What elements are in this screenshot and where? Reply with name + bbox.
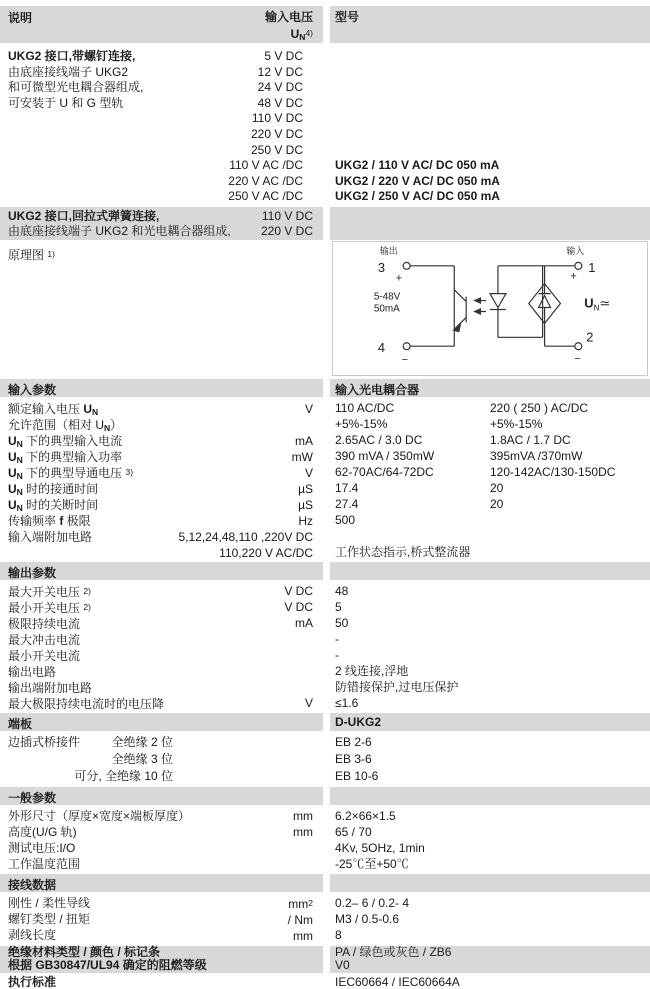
param-label: 刚性 / 柔性导线	[8, 895, 91, 910]
section-header-general	[0, 787, 650, 805]
input-voltage-list: 5 V DC 12 V DC 24 V DC 48 V DC 110 V DC 220 V DC 250 V DC 110 V AC /DC 220 V AC /DC 250 V AC /DC	[228, 49, 303, 204]
terminal-title: 端板	[8, 716, 33, 731]
param-value-1: 2 线连接,浮地	[335, 663, 409, 678]
param-row	[0, 695, 650, 711]
output-params-right-band	[330, 562, 650, 580]
param-value-1: 48	[335, 583, 349, 598]
param-row	[0, 734, 650, 751]
param-label: 极限持续电流	[8, 616, 81, 631]
param-value-1: -25℃至+50℃	[335, 856, 409, 871]
param-label: 高度(U/G 轨)	[8, 824, 77, 839]
param-value-2	[490, 512, 650, 528]
schematic-region	[0, 240, 650, 378]
param-value-1: 6.2×66×1.5	[335, 808, 396, 823]
param-label: 剥线长度	[8, 927, 57, 942]
param-unit: µS	[298, 497, 313, 512]
param-unit: / Nm	[287, 912, 313, 927]
param-label: 最小开关电流	[8, 648, 81, 663]
param-row	[0, 751, 650, 768]
flammability-label: 根据 GB30847/UL94 确定的阻燃等级	[8, 958, 207, 973]
param-row	[0, 599, 650, 615]
param-row	[0, 768, 650, 785]
terminal-2-number: 2	[586, 329, 594, 345]
terminal-2-circle	[575, 343, 582, 350]
param-row	[0, 856, 650, 872]
param-row	[0, 927, 650, 943]
header-left-band	[0, 6, 323, 43]
param-label: 螺钉类型 / 扭矩	[8, 911, 91, 926]
param-unit: mm	[293, 928, 313, 943]
param-value-1: 17.4	[335, 480, 359, 495]
param-unit: mm	[293, 808, 313, 823]
param-value-2: 20	[490, 496, 504, 511]
standard-row	[0, 975, 650, 989]
param-unit: V	[304, 465, 313, 480]
param-value-2	[490, 528, 650, 544]
param-row	[0, 400, 650, 416]
param-row	[0, 840, 650, 856]
light-arrowhead	[473, 297, 481, 304]
wiring-right-band	[330, 874, 650, 892]
param-value-1: 500	[335, 512, 356, 527]
param-unit: mW	[291, 449, 313, 464]
section1-description: UKG2 接口,带螺钉连接, 由底座接线端子 UKG2 和可微型光电耦合器组成, 可安装于 U 和 G 型轨	[8, 49, 144, 110]
model-item: UKG2 / 110 V AC/ DC 050 mA	[335, 158, 500, 172]
section2-voltages: 110 V DC 220 V DC	[260, 208, 313, 238]
param-unit: $mm^2$	[288, 896, 313, 911]
param-unit: 5,12,24,48,110 ,220V DC	[178, 529, 313, 544]
terminal-rows	[0, 734, 650, 785]
param-unit: Hz	[298, 513, 313, 528]
param-row	[0, 647, 650, 663]
param-value-1: M3 / 0.5-0.6	[335, 911, 400, 926]
param-label: 可分, 全绝缘 10 位	[74, 768, 173, 783]
section-header-terminal	[0, 713, 650, 731]
section-header-wiring	[0, 874, 650, 892]
param-label: 工作温度范围	[8, 856, 81, 871]
param-row	[0, 544, 650, 560]
terminal-4-number: 4	[377, 340, 386, 356]
param-label: 传输频率 f 极限	[8, 513, 91, 528]
param-label: $U_N$ 时的接通时间	[8, 481, 99, 497]
param-value-2: 20	[490, 480, 504, 495]
param-unit: µS	[298, 481, 313, 496]
param-value-2: 395mVA /370mW	[490, 448, 583, 463]
param-value-1: -	[335, 647, 339, 662]
param-row	[0, 464, 650, 480]
param-value-2: 220 ( 250 ) AC/DC	[490, 400, 589, 415]
param-unit: V DC	[284, 599, 313, 614]
terminal-3-number: 3	[377, 259, 386, 275]
section-screw-connection	[0, 49, 650, 205]
param-row	[0, 679, 650, 695]
param-unit: V	[304, 401, 313, 416]
param-value-1: 27.4	[335, 496, 359, 511]
section1-left	[0, 49, 313, 205]
light-arrowhead	[473, 308, 481, 315]
param-value-1: 0.2– 6 / 0.2- 4	[335, 895, 410, 910]
wiring-title: 接线数据	[8, 877, 57, 892]
input-params-title: 输入参数	[8, 382, 57, 397]
terminal-model: D-UKG2	[330, 713, 650, 731]
param-label: 输出端附加电路	[8, 680, 93, 695]
voltage-range-label: 5-48V	[373, 291, 401, 303]
param-value-2	[490, 544, 650, 560]
param-label: 允许范围（相对 $U_N$）	[8, 417, 123, 433]
input-label: 输入	[566, 245, 585, 256]
optocoupler-schematic-svg	[333, 242, 647, 375]
param-row	[0, 583, 650, 599]
general-title: 一般参数	[8, 790, 57, 805]
param-unit: V DC	[284, 583, 313, 598]
param-value-1	[335, 528, 490, 544]
param-row	[0, 480, 650, 496]
output-label: 输出	[379, 245, 398, 256]
param-value-1: 2.65AC / 3.0 DC	[335, 432, 423, 447]
input-params-rows	[0, 400, 650, 560]
section-insulation	[0, 946, 650, 973]
bridge-diode-triangle	[539, 296, 551, 308]
param-value-1: +5%-15%	[335, 416, 388, 431]
param-label: $U_N$ 下的典型导通电压 $^{3)}$	[8, 465, 134, 481]
param-value-1: 62-70AC/64-72DC	[335, 464, 434, 479]
param-row	[0, 631, 650, 647]
param-label: 最大开关电压 $^{2)}$	[8, 584, 91, 599]
terminal-3-circle	[403, 262, 410, 269]
wiring-rows	[0, 895, 650, 943]
column-header-description: 说明	[8, 11, 33, 25]
output-params-title: 输出参数	[8, 565, 57, 580]
param-row	[0, 808, 650, 824]
output-params-rows	[0, 583, 650, 711]
emitter-arrow	[452, 323, 461, 332]
param-value-2: 1.8AC / 1.7 DC	[490, 432, 571, 447]
param-value-1: 50	[335, 615, 349, 630]
general-right-band	[330, 787, 650, 805]
param-value-2: +5%-15%	[490, 416, 543, 431]
package-outline	[498, 266, 543, 337]
param-label: 额定输入电压 $U_N$	[8, 401, 99, 417]
param-row	[0, 824, 650, 840]
param-unit: mA	[295, 433, 313, 448]
schematic-caption: 原理图 $^{1)}$	[8, 247, 55, 262]
param-label: 输入端附加电路	[8, 529, 93, 544]
param-value-1: 65 / 70	[335, 824, 372, 839]
terminal-1-circle	[575, 262, 582, 269]
led-cathode-bar	[490, 307, 506, 311]
param-row	[0, 496, 650, 512]
param-row	[0, 448, 650, 464]
terminal-1-number: 1	[588, 259, 596, 275]
param-row	[0, 663, 650, 679]
param-row	[0, 416, 650, 432]
param-label: $U_N$ 下的典型输入电流	[8, 433, 123, 449]
param-row	[0, 895, 650, 911]
param-label: 最大极限持续电流时的电压降	[8, 696, 165, 711]
model-item: UKG2 / 250 V AC/ DC 050 mA	[335, 189, 500, 204]
param-label: 外形尺寸（厚度×宽度×端板厚度）	[8, 808, 191, 823]
model-item: UKG2 / 220 V AC/ DC 050 mA	[335, 173, 500, 188]
param-label: 最小开关电压 $^{2)}$	[8, 600, 91, 615]
param-row	[0, 615, 650, 631]
param-value-1: EB 3-6	[335, 751, 372, 766]
section2-left	[0, 207, 323, 240]
param-value-1: -	[335, 631, 339, 646]
param-value-1: 5	[335, 599, 342, 614]
section-header-output-params	[0, 562, 650, 580]
param-row	[0, 432, 650, 448]
section-spring-connection	[0, 207, 650, 240]
circuit-diagram	[332, 241, 648, 376]
param-label: 测试电压:I/O	[8, 840, 76, 855]
param-value-1: EB 2-6	[335, 734, 372, 749]
section2-description: UKG2 接口,回拉式弹簧连接, 由底座接线端子 UKG2 和光电耦合器组成,	[8, 208, 231, 238]
param-row	[0, 512, 650, 528]
flammability-value: V0	[335, 958, 350, 973]
current-label: 50mA	[373, 303, 400, 315]
un-symbol: $U_N≃$	[584, 295, 611, 313]
param-value-1: 390 mVA / 350mW	[335, 448, 435, 463]
phototransistor	[454, 290, 466, 330]
column-header-input-voltage: 输入电压 $U_N^{4)}$	[264, 10, 313, 42]
param-unit: 110,220 V AC/DC	[219, 545, 313, 560]
terminal-4-minus: −	[401, 354, 409, 367]
param-value-1: 8	[335, 927, 342, 942]
column-header-model: 型号	[330, 6, 650, 43]
insulation-material-value: PA / 绿色或灰色 / ZB6	[335, 944, 452, 959]
standard-label: 执行标准	[8, 974, 57, 989]
param-unit: mA	[295, 615, 313, 630]
param-value-1: 110 AC/DC	[335, 400, 395, 415]
param-label: 最大冲击电流	[8, 632, 81, 647]
general-rows	[0, 808, 650, 872]
param-value-1: 工作状态指示,桥式整流器	[335, 544, 471, 559]
section2-right-band	[330, 207, 650, 240]
output-wires	[410, 266, 454, 346]
terminal-1-plus: +	[570, 270, 577, 283]
led-diode	[490, 294, 506, 308]
model-list	[335, 49, 650, 205]
section-header-input-params	[0, 379, 650, 397]
terminal-4-circle	[403, 343, 410, 350]
param-label: 全绝缘 3 位	[111, 751, 173, 766]
param-value-1: EB 10-6	[335, 768, 379, 783]
param-value-1: ≤1.6	[335, 695, 359, 710]
table-header	[0, 6, 650, 43]
param-label: $U_N$ 下的典型输入功率	[8, 449, 123, 465]
input-optocoupler-title: 输入光电耦合器	[330, 379, 650, 397]
param-value-1: 4Kv, 5OHz, 1min	[335, 840, 425, 855]
param-unit: V	[304, 695, 313, 710]
terminal-3-plus: +	[395, 272, 403, 285]
param-unit: mm	[293, 824, 313, 839]
insulation-labels	[0, 946, 323, 973]
insulation-values	[330, 946, 650, 973]
param-value-2: 120-142AC/130-150DC	[490, 464, 616, 479]
param-label: $U_N$ 时的关断时间	[8, 497, 99, 513]
param-row	[0, 528, 650, 544]
param-value-1: 防错接保护,过电压保护	[335, 679, 459, 694]
param-label: 输出电路	[8, 664, 57, 679]
insulation-material-label: 绝缘材料类型 / 颜色 / 标记条	[8, 944, 161, 959]
param-label: 边插式桥接件 全绝缘 2 位	[8, 734, 173, 749]
terminal-2-minus: −	[574, 353, 581, 366]
standard-value: IEC60664 / IEC60664A	[335, 974, 460, 989]
param-row	[0, 911, 650, 927]
